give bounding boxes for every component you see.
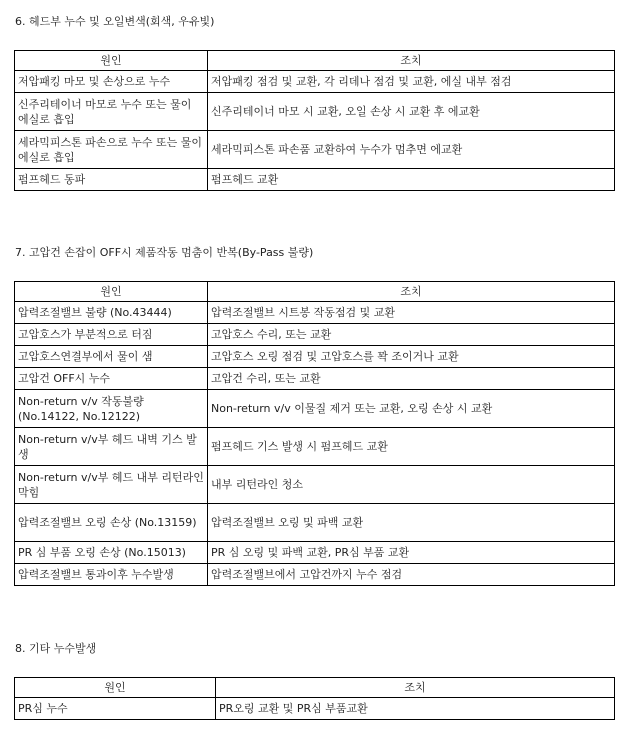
action-cell: Non-return v/v 이물질 제거 또는 교환, 오링 손상 시 교환	[208, 390, 615, 428]
table-header-row	[15, 51, 615, 71]
cause-cell: PR 심 부품 오링 손상 (No.15013)	[15, 542, 208, 564]
header-cause: 원인	[15, 282, 208, 302]
action-cell: 내부 리턴라인 청소	[208, 466, 615, 504]
table-row	[15, 428, 615, 466]
table-row	[15, 131, 615, 169]
cause-cell: 펌프헤드 동파	[15, 169, 208, 191]
cause-cell: 신주리테이너 마모로 누수 또는 물이 에실로 흡입	[15, 93, 208, 131]
header-action: 조치	[208, 51, 615, 71]
action-cell: 세라믹피스톤 파손품 교환하여 누수가 멈추면 에교환	[208, 131, 615, 169]
section-8-table	[14, 677, 615, 720]
cause-cell: 고압호스가 부분적으로 터짐	[15, 324, 208, 346]
table-row	[15, 542, 615, 564]
cause-cell: 고압호스연결부에서 물이 샘	[15, 346, 208, 368]
table-row	[15, 93, 615, 131]
table-row	[15, 368, 615, 390]
table-row	[15, 324, 615, 346]
action-cell: 펌프헤드 교환	[208, 169, 615, 191]
table-row	[15, 564, 615, 586]
table-row	[15, 71, 615, 93]
action-cell: PR오링 교환 및 PR심 부품교환	[216, 698, 615, 720]
action-cell: 압력조절밸브 시트봉 작동점검 및 교환	[208, 302, 615, 324]
table-row	[15, 346, 615, 368]
cause-cell: Non-return v/v부 헤드 내벽 기스 발생	[15, 428, 208, 466]
action-cell: 펌프헤드 기스 발생 시 펌프헤드 교환	[208, 428, 615, 466]
action-cell: 저압패킹 점검 및 교환, 각 리데나 점검 및 교환, 에실 내부 점검	[208, 71, 615, 93]
action-cell: 신주리테이너 마모 시 교환, 오일 손상 시 교환 후 에교환	[208, 93, 615, 131]
action-cell: 고압건 수리, 또는 교환	[208, 368, 615, 390]
table-header-row	[15, 282, 615, 302]
section-8-title: 8. 기타 누수발생	[15, 642, 97, 655]
cause-cell: 압력조절밸브 불량 (No.43444)	[15, 302, 208, 324]
table-row	[15, 302, 615, 324]
action-cell: 압력조절밸브 오링 및 파백 교환	[208, 504, 615, 542]
header-action: 조치	[216, 678, 615, 698]
action-cell: 압력조절밸브에서 고압건까지 누수 점검	[208, 564, 615, 586]
section-7-table	[14, 281, 615, 586]
header-action: 조치	[208, 282, 615, 302]
cause-cell: PR심 누수	[15, 698, 216, 720]
action-cell: PR 심 오링 및 파백 교환, PR심 부품 교환	[208, 542, 615, 564]
section-6-title: 6. 헤드부 누수 및 오일변색(회색, 우유빛)	[15, 15, 215, 28]
action-cell: 고압호스 수리, 또는 교환	[208, 324, 615, 346]
table-header-row	[15, 678, 615, 698]
table-row	[15, 169, 615, 191]
cause-cell: Non-return v/v부 헤드 내부 리턴라인 막힘	[15, 466, 208, 504]
section-7-title: 7. 고압건 손잡이 OFF시 제품작동 멈춤이 반복(By-Pass 불량)	[15, 246, 314, 259]
cause-cell: 저압패킹 마모 및 손상으로 누수	[15, 71, 208, 93]
table-row	[15, 504, 615, 542]
cause-cell: 고압건 OFF시 누수	[15, 368, 208, 390]
table-row	[15, 390, 615, 428]
section-6-table	[14, 50, 615, 191]
cause-cell: Non-return v/v 작동불량 (No.14122, No.12122)	[15, 390, 208, 428]
cause-cell: 압력조절밸브 오링 손상 (No.13159)	[15, 504, 208, 542]
cause-cell: 세라믹피스톤 파손으로 누수 또는 물이 에실로 흡입	[15, 131, 208, 169]
cause-cell: 압력조절밸브 통과이후 누수발생	[15, 564, 208, 586]
table-row	[15, 698, 615, 720]
action-cell: 고압호스 오링 점검 및 고압호스를 꽉 조이거나 교환	[208, 346, 615, 368]
header-cause: 원인	[15, 51, 208, 71]
header-cause: 원인	[15, 678, 216, 698]
table-row	[15, 466, 615, 504]
